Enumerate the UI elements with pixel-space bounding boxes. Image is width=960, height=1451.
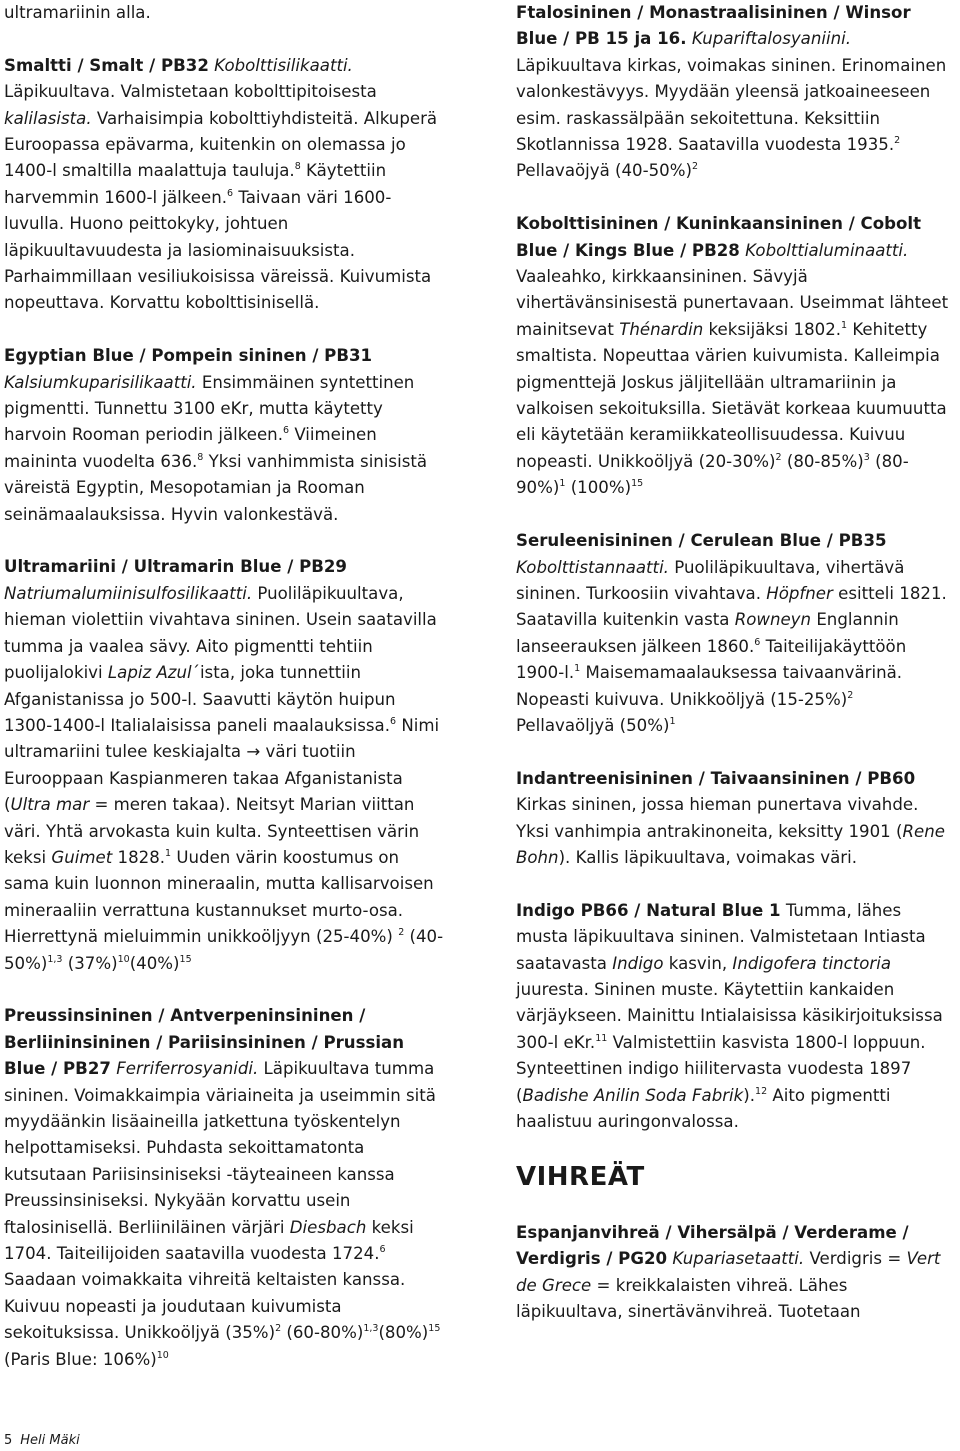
cerulean-blue-hopfner: Höpfner: [766, 583, 833, 603]
prussian-blue-entry: [4, 1003, 444, 1373]
cerulean-blue-text-1: Puoliläpikuultava, vihertävä sininen. Turkoosiin vivahtava.: [516, 557, 905, 603]
smalt-chemical: Kobolttisilikaatti.: [214, 55, 353, 75]
continuation-paragraph: [4, 0, 444, 26]
indigo-entry: [516, 898, 956, 1136]
prussian-blue-text-6: (Paris Blue: 106%): [4, 1349, 157, 1369]
indigo-text-6: Aito pigmentti haalistuu auringonvalossa.: [516, 1085, 891, 1131]
prussian-blue-text-2: keksi 1704. Taiteilijoiden saatavilla vuodesta 1724.: [4, 1217, 414, 1264]
cobalt-blue-text-3: Kehitetty smaltista. Nopeuttaa värien kuivumista. Kalleimpia pigmenttejä Joskus jäljitellään ultramariinin ja valkoisen sekoituksilla. Sietävät korkeaa kuumuutta eli käytetään keramiikkateollisuudessa. Kuivuu nopeasti. Unikkoöljyä (20-30%): [516, 319, 947, 471]
prussian-blue-diesbach: Diesbach: [289, 1217, 367, 1237]
ultramarine-guimet: Guimet: [51, 847, 113, 867]
footnote-ref: 6: [282, 425, 290, 437]
egyptian-blue-text-3: Yksi vanhimmista sinisistä väreistä Egyptin, Mesopotamian ja Rooman seinämaalauksissa. Hyvin valonkestävä.: [4, 451, 428, 524]
smalt-heading: Smaltti / Smalt / PB32: [4, 55, 209, 75]
egyptian-blue-chemical: Kalsiumkuparisilikaatti.: [4, 372, 197, 392]
page-number: 5: [4, 1433, 13, 1448]
cobalt-blue-text-6: (100%): [570, 478, 632, 498]
verdigris-text-1: Verdigris =: [809, 1249, 902, 1269]
footnote-ref: 2: [691, 161, 699, 173]
continuation-text: ultramariinin alla.: [4, 3, 151, 22]
indanthrene-blue-heading: Indantreenisininen / Taivaansininen / PB60: [516, 768, 916, 788]
smalt-text-1: Läpikuultava. Valmistetaan kobolttipitoisesta: [4, 82, 377, 102]
ultramarine-text-3: Nimi ultramariini tulee keskiajalta → väri tuotiin Eurooppaan Kaspianmeren takaa Afganistanista (: [4, 715, 440, 815]
footnote-ref: 1,3: [47, 953, 63, 965]
footnote-ref: 10: [117, 953, 130, 965]
footnote-ref: 15: [179, 953, 192, 965]
prussian-blue-text-4: (60-80%): [286, 1323, 364, 1343]
egyptian-blue-heading: Egyptian Blue / Pompein sininen / PB31: [4, 346, 373, 366]
ultramarine-text-2: ´ista, joka tunnettiin Afganistanissa jo 500-l. Saavutti käytön huipun 1300-1400-l Italialaisissa paneli maalauksissa.: [4, 663, 396, 735]
section-heading-greens: VIHREÄT: [516, 1161, 645, 1192]
ultramarine-text-6: Uuden värin koostumus on sama kuin luonnon mineraalin, mutta kallisarvoisen mineraaliin verrattuna kustannukset murto-osa. Hierrettynä mieluimmin unikkoöljyyn (25-40%): [4, 847, 434, 947]
footnote-ref: 8: [197, 451, 204, 463]
verdigris-vert: Vert de Grece: [516, 1249, 941, 1295]
cerulean-blue-text-2: esitteli 1821. Saatavilla kuitenkin vasta: [516, 583, 947, 630]
footnote-ref: 2: [275, 1323, 282, 1335]
verdigris-entry: [516, 1220, 956, 1326]
cobalt-blue-text-4: (80-85%): [786, 451, 864, 471]
ultramarine-chemical: Natriumalumiinisulfosilikaatti.: [4, 583, 253, 603]
cobalt-blue-text-1: Vaaleahko, kirkkaansininen. Sävyjä vihertävänsinisestä punertavaan. Useimmat lähteet mainitsevat: [516, 267, 949, 339]
prussian-blue-text-5: (80%): [378, 1323, 429, 1343]
footnote-ref: 15: [631, 478, 644, 490]
indigo-badische: Badishe Anilin Soda Fabrik: [522, 1085, 744, 1105]
footnote-ref: 2: [398, 927, 405, 939]
author-name: Heli Mäki: [20, 1433, 80, 1448]
indigo-tinctoria: Indigofera tinctoria: [732, 953, 891, 973]
indanthrene-blue-entry: [516, 766, 956, 872]
indanthrene-blue-text-1: Kirkas sininen, jossa hieman punertava vivahde. Yksi vanhimpia antrakinoneita, keksitty 1901 (: [516, 795, 919, 841]
indigo-text-2: kasvin,: [668, 953, 728, 973]
cerulean-blue-heading: Seruleenisininen / Cerulean Blue / PB35: [516, 531, 887, 551]
footnote-ref: 1: [841, 319, 848, 331]
egyptian-blue-entry: [4, 343, 444, 528]
ultramarine-entry: [4, 554, 444, 977]
ultramarine-text-9: (40%): [129, 953, 180, 973]
footnote-ref: 1: [165, 847, 172, 859]
ultramarine-ultra-mar: Ultra mar: [10, 795, 90, 815]
footnote-ref: 11: [595, 1032, 608, 1044]
smalt-text-3: Varhaisimpia kobolttiyhdisteitä. Alkuperä Euroopassa epävarma, kuitenkin on olemassa jo 1400-l smaltilla maalattuja tauluja.: [4, 108, 438, 181]
verdigris-chemical: Kupariasetaatti.: [672, 1249, 805, 1269]
footnote-ref: 2: [775, 451, 782, 463]
indigo-text-1: Tumma, lähes musta läpikuultava sininen. Valmistetaan Intiasta saatavasta: [516, 900, 926, 973]
smalt-entry: [4, 53, 444, 317]
prussian-blue-heading: Preussinsininen / Antverpeninsininen / Berliininsininen / Pariisinsininen / Prussian Blue / PB27: [4, 1006, 405, 1079]
smalt-text-2: kalilasista.: [4, 108, 92, 128]
left-column: [4, 0, 444, 1399]
egyptian-blue-text-2: Viimeinen maininta vuodelta 636.: [4, 425, 377, 471]
page-footer: [4, 1433, 80, 1449]
footnote-ref: 3: [863, 451, 870, 463]
cobalt-blue-entry: [516, 211, 956, 501]
prussian-blue-text-1: Läpikuultava tumma sininen. Voimakkaimpia väriaineita ja useimmin sitä myydäänkin lisäaineilla jatkettuna työskentelyn helpottamiseksi. Puhdasta sekoittamatonta kutsutaan Pariisinsiniseksi -täyteaineen kanssa Preussinsiniseksi. Nykyään korvattu usein ftalosinisellä. Berliiniläinen värjäri: [4, 1059, 436, 1237]
cerulean-blue-entry: [516, 528, 956, 739]
footnote-ref: 15: [428, 1323, 441, 1335]
phthalo-blue-entry: [516, 0, 956, 185]
footnote-ref: 8: [294, 161, 301, 173]
indigo-text-3: juuresta. Sininen muste. Käytettiin kankaiden värjäykseen. Mainittu Intialaisissa käsikirjoituksissa 300-l eKr.: [516, 979, 943, 1052]
phthalo-blue-chemical: Kupariftalosyaniini.: [691, 29, 851, 49]
prussian-blue-text-3: Saadaan voimakkaita vihreitä keltaisten kanssa. Kuivuu nopeasti ja joudutaan kuivumista sekoituksissa. Unikkoöljyä (35%): [4, 1270, 406, 1343]
indigo-text-5: ).: [743, 1085, 756, 1105]
cerulean-blue-text-6: Pellavaöljyä (50%): [516, 715, 670, 735]
footnote-ref: 2: [894, 135, 901, 147]
smalt-text-4: Käytettiin harvemmin 1600-l jälkeen.: [4, 161, 387, 207]
cobalt-blue-chemical: Kobolttialuminaatti.: [745, 240, 909, 260]
cobalt-blue-text-2: keksijäksi 1802.: [708, 319, 842, 339]
footnote-ref: 12: [755, 1085, 768, 1097]
cerulean-blue-chemical: Kobolttistannaatti.: [516, 557, 669, 577]
footnote-ref: 10: [156, 1349, 169, 1361]
footnote-ref: 6: [389, 715, 397, 727]
indigo-italic: Indigo: [612, 953, 664, 973]
phthalo-blue-text-2: Pellavaöjyä (40-50%): [516, 161, 692, 181]
prussian-blue-chemical: Ferriferrosyanidi.: [116, 1059, 259, 1079]
cobalt-blue-thenardin: Thénardin: [619, 319, 704, 339]
verdigris-text-2: = kreikkalaisten vihreä. Lähes läpikuultava, sinertävänvihreä. Tuotetaan: [516, 1275, 861, 1322]
ultramarine-text-1: Puoliläpikuultava, hieman violettiin vivahtava sininen. Usein saatavilla tumma ja vaalea sävy. Aito pigmentti tehtiin puolijalokivi: [4, 583, 437, 683]
ultramarine-lapis: Lapiz Azul: [107, 663, 192, 683]
cerulean-blue-text-5: Maisemamaalauksessa taivaanvärinä. Nopeasti kuivuva. Unikkoöljyä (15-25%): [516, 663, 903, 709]
footnote-ref: 1: [669, 715, 676, 727]
verdigris-heading: Espanjanvihreä / Vihersälpä / Verderame / Verdigris / PG20: [516, 1222, 909, 1269]
footnote-ref: 1,3: [363, 1323, 379, 1335]
indigo-text-4: Valmistettiin kasvista 1800-l loppuun. Synteettinen indigo hiilitervasta vuodesta 1897 (: [516, 1032, 926, 1105]
footnote-ref: 2: [847, 689, 854, 701]
cerulean-blue-text-4: Taiteilijakäyttöön 1900-l.: [516, 636, 907, 683]
egyptian-blue-text-1: Ensimmäinen syntettinen pigmentti. Tunnettu 3100 eKr, mutta käytetty harvoin Rooman periodin jälkeen.: [4, 372, 415, 445]
ultramarine-text-5: 1828.: [117, 847, 166, 867]
footnote-ref: 6: [379, 1244, 386, 1256]
indigo-heading: Indigo PB66 / Natural Blue 1: [516, 900, 781, 920]
ultramarine-text-4: = meren takaa). Neitsyt Marian viittan väri. Yhtä arvokasta kuin kulta. Synteettisen värin keksi: [4, 795, 420, 867]
footnote-ref: 6: [227, 187, 234, 199]
phthalo-blue-heading: Ftalosininen / Monastraalisininen / Winsor Blue / PB 15 ja 16.: [516, 3, 911, 49]
footnote-ref: 6: [754, 636, 761, 648]
right-column: [516, 0, 956, 1352]
ultramarine-text-8: (37%): [67, 953, 118, 973]
cerulean-blue-rowney: Rowneyn: [734, 610, 812, 630]
cerulean-blue-text-3: Englannin lanseerauksen jälkeen 1860.: [516, 610, 899, 656]
footnote-ref: 1: [559, 478, 566, 490]
indanthrene-blue-text-2: ). Kallis läpikuultava, voimakas väri.: [558, 847, 858, 867]
ultramarine-text-7: (40-50%): [4, 927, 444, 973]
ultramarine-heading: Ultramariini / Ultramarin Blue / PB29: [4, 557, 347, 577]
smalt-text-5: Taivaan väri 1600-luvulla. Huono peittokyky, johtuen läpikuultavuudesta ja lasiominaisuuksista. Parhaimmillaan vesiliukoisissa väreissä. Kuivumista nopeuttava. Korvattu kobolttisinisellä.: [4, 187, 432, 313]
cobalt-blue-text-5: (80-90%): [516, 451, 909, 498]
indanthrene-blue-bohn: Rene Bohn: [516, 821, 945, 867]
cobalt-blue-heading: Kobolttisininen / Kuninkaansininen / Cobolt Blue / Kings Blue / PB28: [516, 214, 922, 260]
footnote-ref: 1: [574, 663, 581, 675]
phthalo-blue-text-1: Läpikuultava kirkas, voimakas sininen. Erinomainen valonkestävyys. Myydään yleensä jatkoaineeseen esim. raskassälpään sekoitettuna. Keksittiin Skotlannissa 1928. Saatavilla vuodesta 1935.: [516, 55, 947, 155]
